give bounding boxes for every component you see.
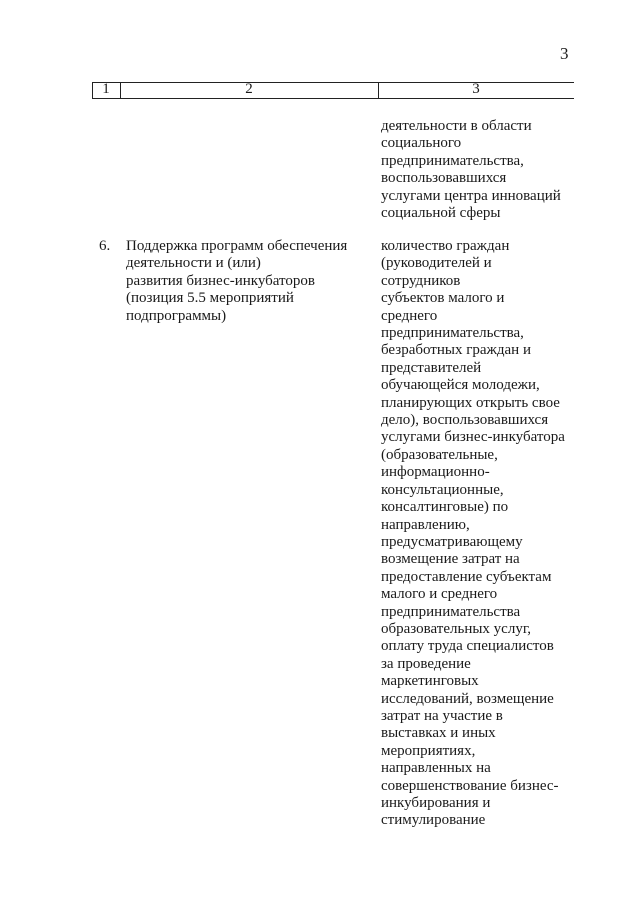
text-line: предоставление субъектам: [381, 568, 552, 585]
text-line: направлению,: [381, 516, 470, 533]
text-line: оплату труда специалистов: [381, 638, 554, 655]
row-number: 6.: [99, 238, 111, 254]
text-line: воспользовавшихся: [381, 170, 507, 187]
text-line: инкубирования и: [381, 795, 491, 811]
text-line: совершенствование бизнес-: [381, 777, 559, 794]
text-line: планирующих открыть свое: [381, 394, 560, 411]
text-line: за проведение: [381, 655, 471, 672]
text-line: стимулирование: [381, 812, 486, 829]
text-line: количество граждан: [381, 238, 510, 254]
text-line: предпринимательства: [381, 603, 521, 620]
text-line: обучающейся молодежи,: [381, 377, 540, 394]
text-line: представителей: [381, 359, 482, 376]
header-col-2: 2: [245, 81, 253, 97]
text-line: Поддержка программ обеспечения: [126, 238, 348, 254]
text-line: социальной сферы: [381, 205, 501, 222]
continuation-indicator-cell: [381, 118, 561, 222]
text-line: субъектов малого и: [381, 290, 505, 307]
text-line: (позиция 5.5 мероприятий: [126, 290, 294, 307]
text-line: консультационные,: [381, 481, 504, 498]
header-col-3: 3: [472, 81, 480, 97]
text-line: направленных на: [381, 760, 491, 777]
row-description-cell: [126, 238, 347, 325]
text-line: (руководителей и: [381, 255, 492, 272]
text-line: подпрограммы): [126, 307, 227, 324]
text-line: предпринимательства,: [381, 325, 524, 342]
text-line: образовательных услуг,: [381, 620, 532, 637]
page-number: 3: [560, 44, 569, 63]
text-line: затрат на участие в: [381, 707, 503, 724]
text-line: услугами центра инноваций: [381, 187, 561, 204]
text-line: дело), воспользовавшихся: [381, 412, 549, 429]
text-line: услугами бизнес-инкубатора: [381, 429, 565, 446]
text-line: (образовательные,: [381, 446, 498, 463]
text-line: сотрудников: [381, 272, 461, 289]
text-line: консалтинговые) по: [381, 499, 509, 516]
text-line: возмещение затрат на: [381, 551, 520, 568]
text-line: выставках и иных: [381, 725, 496, 742]
table-header-row: [92, 82, 574, 99]
header-col-1: 1: [102, 81, 110, 97]
text-line: информационно-: [381, 464, 490, 481]
text-line: предпринимательства,: [381, 152, 524, 169]
header-bottom-border: [92, 98, 574, 99]
text-line: деятельности и (или): [126, 255, 261, 272]
text-line: развития бизнес-инкубаторов: [126, 272, 315, 289]
text-line: безработных граждан и: [381, 342, 531, 359]
text-line: малого и среднего: [381, 586, 498, 603]
text-line: социального: [381, 135, 462, 152]
text-line: среднего: [381, 307, 438, 324]
text-line: мероприятиях,: [381, 742, 476, 759]
text-line: маркетинговых: [381, 673, 479, 690]
text-line: исследований, возмещение: [381, 690, 554, 707]
text-line: предусматривающему: [381, 533, 523, 550]
text-line: деятельности в области: [381, 118, 532, 134]
row-indicator-cell: [381, 238, 565, 830]
